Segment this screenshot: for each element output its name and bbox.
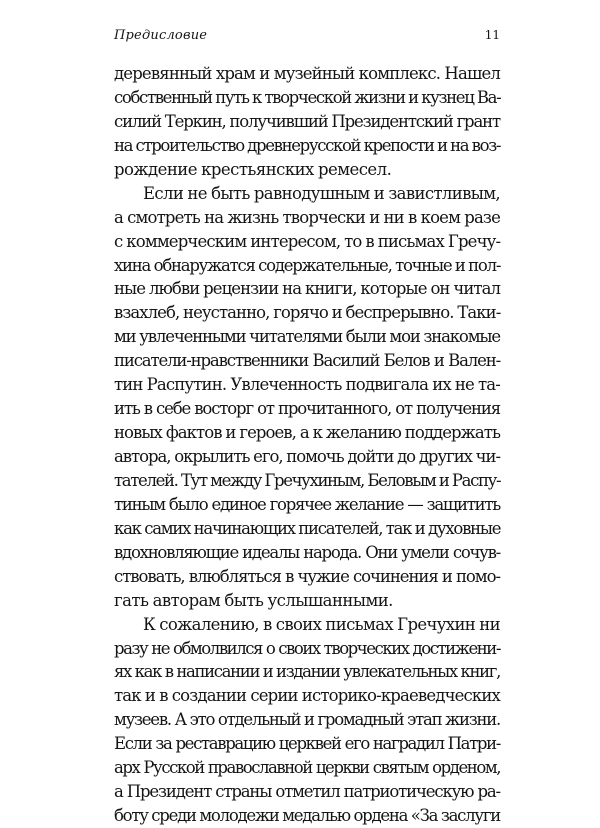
paragraph-1: [114, 62, 500, 182]
text-line: хина обнаружатся содержательные, точные и пол-: [114, 255, 501, 275]
text-line: тателей. Тут между Гречухиным, Беловым и Распу-: [114, 470, 501, 490]
text-line: так и в создании серии историко-краеведческих: [114, 686, 500, 706]
running-title: Предисловие: [114, 28, 208, 43]
text-line: рождение крестьянских ремесел.: [114, 159, 392, 179]
text-line: ях как в написании и издании увлекательных книг,: [114, 662, 500, 682]
text-line: разу не обмолвился о своих творческих достижени-: [114, 638, 500, 658]
paragraph-2: [114, 182, 500, 613]
text-line: на строительство древнерусской крепости и на воз-: [114, 135, 501, 155]
text-line: взахлеб, неустанно, горячо и беспрерывно. Таки-: [114, 303, 501, 323]
text-line: собственный путь к творческой жизни и кузнец Ва-: [114, 87, 501, 107]
page-header: [114, 28, 500, 46]
text-line: ить в себе восторг от прочитанного, от получения: [114, 399, 500, 419]
text-line: боту среди молодежи медалью ордена «За заслуги: [114, 806, 500, 826]
text-line: Если за реставрацию церквей его наградил Патри-: [114, 734, 500, 754]
body-text: [114, 62, 500, 828]
text-line: музеев. А это отдельный и громадный этап жизни.: [114, 710, 500, 730]
text-line: ми увлеченными читателями были мои знакомые: [114, 327, 500, 347]
text-line: ные любви рецензии на книги, которые он читал: [114, 279, 500, 299]
text-line: Если не быть равнодушным и завистливым,: [143, 183, 500, 203]
text-line: как самих начинающих писателей, так и духовные: [114, 518, 501, 538]
text-line: а смотреть на жизнь творчески и ни в коем разе: [114, 207, 500, 227]
text-line: тин Распутин. Увлеченность подвигала их не та-: [114, 375, 500, 395]
text-line: новых фактов и героев, а к желанию поддержать: [114, 423, 500, 443]
text-line: писатели-нравственники Василий Белов и Вален-: [114, 351, 500, 371]
text-line: вдохновляющие идеалы народа. Они умели сочув-: [114, 542, 500, 562]
text-line: автора, окрылить его, помочь дойти до других чи-: [114, 447, 500, 466]
text-line: арх Русской православной церкви святым орденом,: [114, 758, 500, 778]
text-line: а Президент страны отметил патриотическую ра-: [114, 782, 500, 802]
text-line: К сожалению, в своих письмах Гречухин ни: [143, 614, 500, 634]
text-line: силий Теркин, получивший Президентский грант: [114, 111, 500, 131]
text-line: ствовать, влюбляться в чужие сочинения и помо-: [114, 566, 500, 586]
text-line: тиным было единое горячее желание — защитить: [114, 494, 500, 514]
text-line: с коммерческим интересом, то в письмах Гречу-: [114, 231, 501, 251]
paragraph-3: [114, 613, 500, 828]
text-line: деревянный храм и музейный комплекс. Нашел: [114, 64, 500, 83]
text-line: гать авторам быть услышанными.: [114, 590, 393, 610]
page-number: 11: [484, 28, 500, 42]
